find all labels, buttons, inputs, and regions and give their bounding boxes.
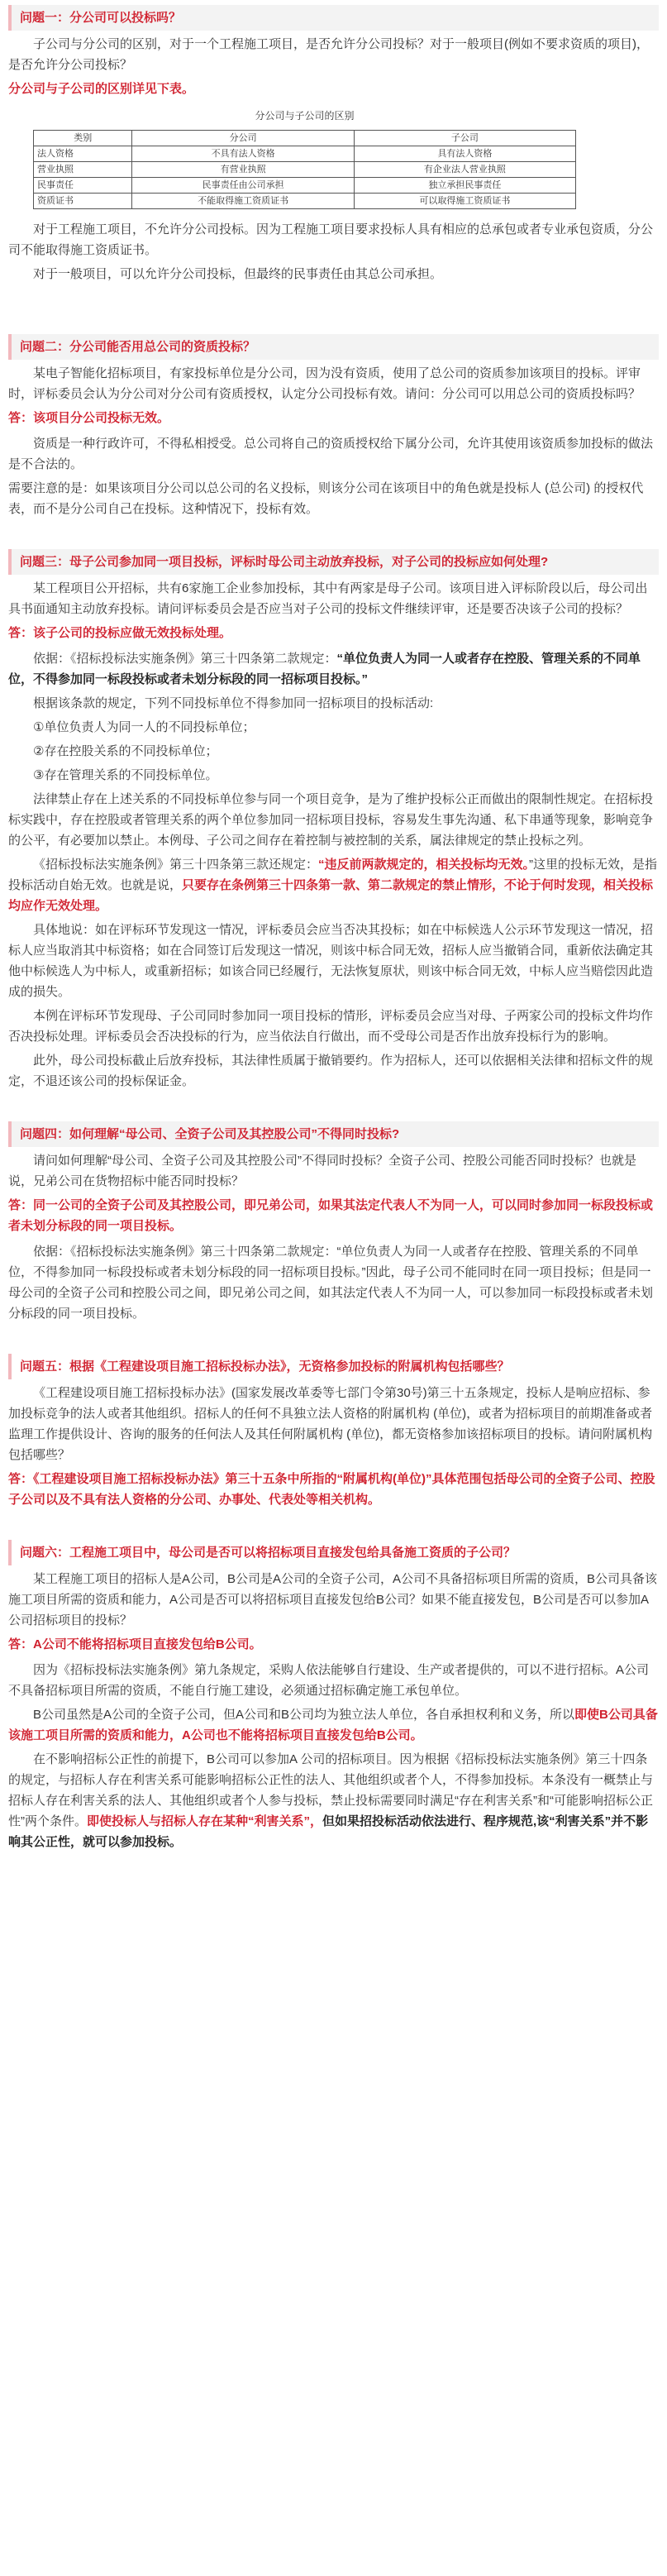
section-1 bbox=[8, 5, 659, 284]
paragraph bbox=[8, 1749, 659, 1852]
paragraph: 因为《招标投标法实施条例》第九条规定，采购人依法能够自行建设、生产或者提供的，可以不进行招标。A公司不具备招标项目所需的资质，不能自行施工建设，必须通过招标确定施工承包单位。 bbox=[8, 1663, 650, 1698]
paragraph bbox=[8, 1704, 659, 1746]
table-cell: 可以取得施工资质证书 bbox=[354, 194, 575, 209]
table-cell: 民事责任 bbox=[34, 178, 132, 194]
paragraph: 子公司与分公司的区别，对于一个工程施工项目，是否允许分公司投标？对于一般项目(例如不要求资质的项目)，是否允许分公司投标？ bbox=[8, 37, 649, 72]
comparison-table-wrap bbox=[33, 106, 576, 209]
highlight-text: 即使B公司具备该施工项目所需的资质和能力，A公司也不能将招标项目直接发包给B公司。 bbox=[8, 1708, 658, 1742]
table-row bbox=[34, 194, 576, 209]
list-item: ①单位负责人为同一人的不同投标单位； bbox=[33, 720, 255, 734]
section-6 bbox=[8, 1540, 659, 1852]
paragraph bbox=[8, 854, 659, 916]
paragraph-text: 在不影响招标公正性的前提下，B公司可以参加A 公司的招标项目。因为根据《招标投标法实施条例》第三十四条的规定，与招标人存在利害关系可能影响招标公正性的法人、其他组织或者个人，不得参加投标。本条没有一概禁止与招标人存在利害关系的法人、其他组织或者个人参与投标，禁止投标需要同时满足“存在利害关系”和“可能影响招标公正性”两个条件。 bbox=[8, 1752, 654, 1828]
paragraph bbox=[8, 648, 659, 690]
question-2-title: 问题二：分公司能否用总公司的资质投标？ bbox=[8, 334, 659, 360]
highlight-text: 即使投标人与招标人存在某种“利害关系”， bbox=[87, 1814, 323, 1828]
paragraph: 需要注意的是：如果该项目分公司以总公司的名义投标，则该分公司在该项目中的角色就是投标人 (总公司) 的授权代表，而不是分公司自己在投标。这种情况下，投标有效。 bbox=[8, 481, 644, 516]
table-header: 类别 bbox=[34, 131, 132, 146]
paragraph: 对于一般项目，可以允许分公司投标，但最终的民事责任由其总公司承担。 bbox=[33, 267, 443, 281]
paragraph: 某电子智能化招标项目，有家投标单位是分公司，因为没有资质，使用了总公司的资质参加该项目的投标。评审时，评标委员会认为分公司对分公司有资质授权，认定分公司投标有效。请问：分公司可以用总公司的资质投标吗？ bbox=[8, 366, 641, 401]
question-4-title: 问题四：如何理解“母公司、全资子公司及其控股公司”不得同时投标? bbox=[8, 1121, 659, 1147]
table-header: 分公司 bbox=[132, 131, 354, 146]
table-header-row bbox=[34, 131, 576, 146]
answer: 答：A公司不能将招标项目直接发包给B公司。 bbox=[8, 1637, 262, 1651]
table-cell: 有企业法人营业执照 bbox=[354, 162, 575, 178]
paragraph-text: 依据：《招标投标法实施条例》第三十四条第二款规定： bbox=[33, 652, 337, 666]
quoted-regulation: “单位负责人为同一人或者存在控股、管理关系的不同单位，不得参加同一标段投标或者未划分标段的同一招标项目投标。” bbox=[8, 652, 641, 686]
paragraph-text: 《招标投标法实施条例》第三十四条第三款还规定： bbox=[33, 858, 319, 872]
table-cell: 民事责任由公司承担 bbox=[132, 178, 354, 194]
paragraph: 某工程施工项目的招标人是A公司，B公司是A公司的全资子公司，A公司不具备招标项目所需的资质，B公司具备该施工项目所需的资质和能力，A公司是否可以将招标项目直接发包给B公司？如果不能直接发包，B公司是否可以参加A公司招标项目的投标？ bbox=[8, 1572, 658, 1627]
list-item: ②存在控股关系的不同投标单位； bbox=[33, 744, 218, 758]
paragraph: 具体地说：如在评标环节发现这一情况，评标委员会应当否决其投标；如在中标候选人公示环节发现这一情况，招标人应当取消其中标资格；如在合同签订后发现这一情况，则该中标合同无效，招标人应当撤销合同，重新依法确定其他中标候选人为中标人，或重新招标；如该合同已经履行，无法恢复原状，则该中标合同无效，中标人应当赔偿因此造成的损失。 bbox=[8, 923, 654, 999]
paragraph: 某工程项目公开招标，共有6家施工企业参加投标，其中有两家是母子公司。该项目进入评标阶段以后，母公司出具书面通知主动放弃投标。请问评标委员会是否应当对子公司的投标文件继续评审，还是要否决该子公司的投标？ bbox=[8, 581, 648, 616]
section-5 bbox=[8, 1354, 659, 1510]
answer: 答：同一公司的全资子公司及其控股公司，即兄弟公司，如果其法定代表人不为同一人，可以同时参加同一标段投标或者未划分标段的同一项目投标。 bbox=[8, 1198, 654, 1233]
highlight-text: 只要存在条例第三十四条第一款、第二款规定的禁止情形，不论于何时发现，相关投标均应作无效处理。 bbox=[8, 878, 654, 913]
answer: 答：该项目分公司投标无效。 bbox=[8, 411, 170, 425]
question-5-title: 问题五：根据《工程建设项目施工招标投标办法》，无资格参加投标的附属机构包括哪些？ bbox=[8, 1354, 659, 1379]
table-cell: 不具有法人资格 bbox=[132, 146, 354, 162]
paragraph: 《工程建设项目施工招标投标办法》(国家发展改革委等七部门令第30号)第三十五条规定，投标人是响应招标、参加投标竞争的法人或者其他组织。招标人的任何不具独立法人资格的附属机构 (单位)，或者为招标项目的前期准备或者监理工作提供设计、咨询的服务的任何法人及其任何附属机构 (单位)，都无资格参加该招标项目的投标。请问附属机构包括哪些？ bbox=[8, 1386, 653, 1462]
section-3 bbox=[8, 549, 659, 1092]
table-caption: 分公司与子公司的区别 bbox=[255, 110, 355, 122]
comparison-table bbox=[33, 130, 576, 209]
paragraph: 法律禁止存在上述关系的不同投标单位参与同一个项目竞争，是为了维护投标公正而做出的限制性规定。在招标投标实践中，存在控股或者管理关系的两个单位参加同一招标项目投标，容易发生事先沟通、私下串通等现象，影响竞争的公平，有必要加以禁止。本例母、子公司之间存在着控制与被控制的关系，属法律规定的禁止投标之列。 bbox=[8, 792, 654, 848]
highlight-text: “违反前两款规定的，相关投标均无效。 bbox=[318, 858, 530, 872]
question-6-title: 问题六：工程施工项目中，母公司是否可以将招标项目直接发包给具备施工资质的子公司？ bbox=[8, 1540, 659, 1565]
table-row bbox=[34, 146, 576, 162]
paragraph: 对于工程施工项目，不允许分公司投标。因为工程施工项目要求投标人具有相应的总承包或者专业承包资质，分公司不能取得施工资质证书。 bbox=[8, 222, 654, 257]
table-header: 子公司 bbox=[354, 131, 575, 146]
question-1-title: 问题一：分公司可以投标吗？ bbox=[8, 5, 659, 31]
table-cell: 营业执照 bbox=[34, 162, 132, 178]
paragraph: 请问如何理解“母公司、全资子公司及其控股公司”不得同时投标？全资子公司、控股公司能否同时投标？也就是说，兄弟公司在货物招标中能否同时投标？ bbox=[8, 1154, 636, 1188]
paragraph: 本例在评标环节发现母、子公司同时参加同一项目投标的情形，评标委员会应当对母、子两家公司的投标文件均作否决投标处理。评标委员会否决投标的行为，应当依法自行做出，而不受母公司是否作出放弃投标行为的影响。 bbox=[8, 1009, 654, 1044]
answer: 答：该子公司的投标应做无效投标处理。 bbox=[8, 626, 232, 640]
table-row bbox=[34, 162, 576, 178]
paragraph: 依据：《招标投标法实施条例》第三十四条第二款规定：“单位负责人为同一人或者存在控股、管理关系的不同单位，不得参加同一标段投标或者未划分标段的同一招标项目投标。”因此，母子公司不能同时在同一项目投标；但是同一母公司的全资子公司和控股公司之间，即兄弟公司之间，如其法定代表人不为同一人，可以参加同一标段投标或者未划分标段的同一项目投标。 bbox=[8, 1245, 654, 1321]
paragraph-text: B公司虽然是A公司的全资子公司，但A公司和B公司均为独立法人单位，各自承担权利和义务，所以 bbox=[33, 1708, 575, 1722]
question-3-title: 问题三：母子公司参加同一项目投标，评标时母公司主动放弃投标，对子公司的投标应如何处理? bbox=[8, 549, 659, 575]
table-cell: 具有法人资格 bbox=[354, 146, 575, 162]
section-4 bbox=[8, 1121, 659, 1324]
table-cell: 资质证书 bbox=[34, 194, 132, 209]
table-cell: 不能取得施工资质证书 bbox=[132, 194, 354, 209]
table-cell: 法人资格 bbox=[34, 146, 132, 162]
subheading: 分公司与子公司的区别详见下表。 bbox=[8, 82, 195, 96]
paragraph: 此外，母公司投标截止后放弃投标，其法律性质属于撤销要约。作为招标人，还可以依据相关法律和招标文件的规定，不退还该公司的投标保证金。 bbox=[8, 1054, 654, 1088]
answer: 答：《工程建设项目施工招标投标办法》第三十五条中所指的“附属机构(单位)”具体范围包括母公司的全资子公司、控股子公司以及不具有法人资格的分公司、办事处、代表处等相关机构。 bbox=[8, 1472, 655, 1507]
list-item: ③存在管理关系的不同投标单位。 bbox=[33, 768, 218, 782]
table-cell: 独立承担民事责任 bbox=[354, 178, 575, 194]
bold-text: 但如果招投标活动依法进行、程序规范,该“利害关系”并不影响其公正性，就可以参加投标。 bbox=[8, 1814, 649, 1849]
paragraph: 根据该条款的规定，下列不同投标单位不得参加同一招标项目的投标活动: bbox=[33, 696, 434, 710]
section-2 bbox=[8, 334, 659, 519]
table-cell: 有营业执照 bbox=[132, 162, 354, 178]
table-row bbox=[34, 178, 576, 194]
paragraph: 资质是一种行政许可，不得私相授受。总公司将自己的资质授权给下属分公司，允许其使用该资质参加投标的做法是不合法的。 bbox=[8, 437, 654, 471]
paragraph-text: ”这里的投标无效，是指投标活动自始无效。也就是说， bbox=[8, 858, 658, 892]
